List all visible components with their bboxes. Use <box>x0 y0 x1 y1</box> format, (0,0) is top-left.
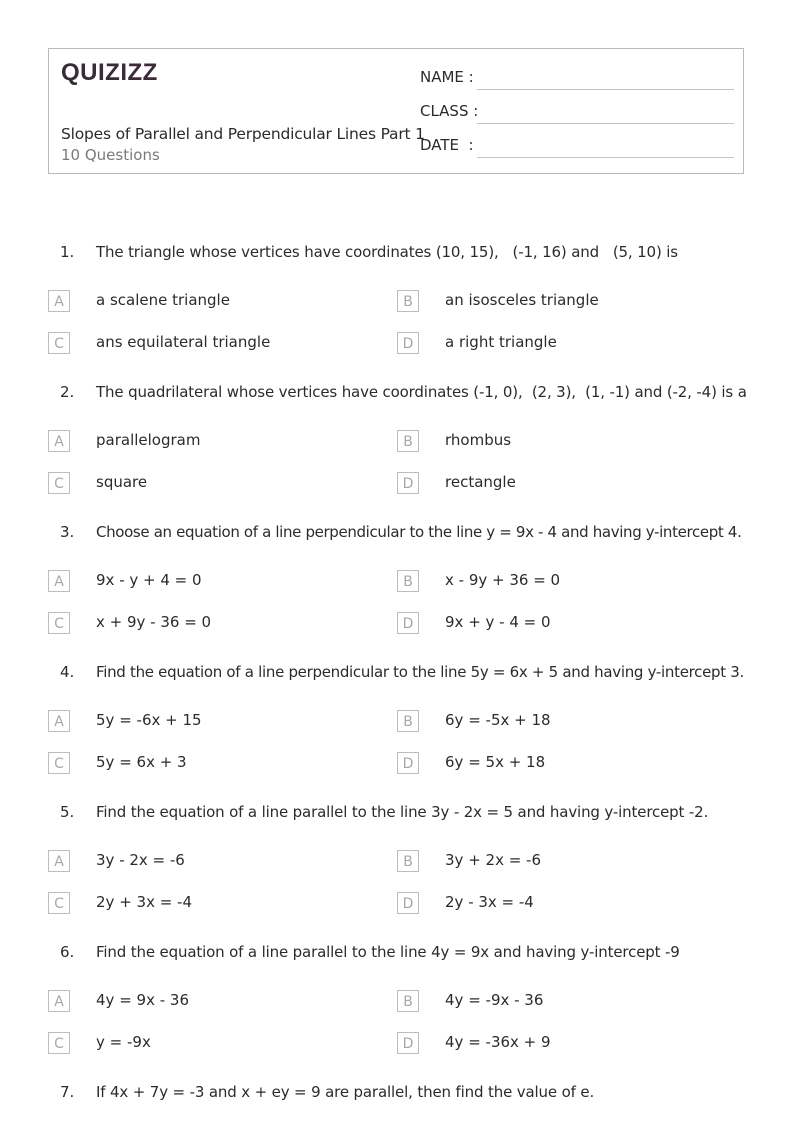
option-text: 5y = -6x + 15 <box>96 711 202 729</box>
option-text: rhombus <box>445 431 512 449</box>
question-number: 6. <box>60 943 75 961</box>
name-label: NAME : <box>420 68 474 86</box>
option-letter-box: D <box>397 332 419 354</box>
option-letter-box: B <box>397 850 419 872</box>
option-letter-box: A <box>48 430 70 452</box>
option-text: 6y = 5x + 18 <box>445 753 546 771</box>
option-text: x - 9y + 36 = 0 <box>445 571 561 589</box>
option-letter-box: D <box>397 472 419 494</box>
worksheet-title: Slopes of Parallel and Perpendicular Lines Part 1 <box>61 125 425 143</box>
question-text: The quadrilateral whose vertices have coordinates (-1, 0), (2, 3), (1, -1) and (-2, -4) is a <box>96 383 747 401</box>
option-text: square <box>96 473 148 491</box>
option-text: y = -9x <box>96 1033 151 1051</box>
question-text: Find the equation of a line perpendicular to the line 5y = 6x + 5 and having y-intercept 3. <box>96 663 745 681</box>
option-letter-box: C <box>48 472 70 494</box>
option-text: 9x - y + 4 = 0 <box>96 571 202 589</box>
question-text: If 4x + 7y = -3 and x + ey = 9 are parallel, then find the value of e. <box>96 1083 595 1101</box>
option-letter-box: B <box>397 570 419 592</box>
option-letter-box: A <box>48 850 70 872</box>
option-letter-box: D <box>397 612 419 634</box>
option-text: 4y = 9x - 36 <box>96 991 189 1009</box>
worksheet-header <box>48 48 744 174</box>
question-text: The triangle whose vertices have coordinates (10, 15), (-1, 16) and (5, 10) is <box>96 243 678 261</box>
option-letter-box: C <box>48 752 70 774</box>
option-letter-box: C <box>48 332 70 354</box>
option-text: 9x + y - 4 = 0 <box>445 613 551 631</box>
question-number: 4. <box>60 663 75 681</box>
question-number: 1. <box>60 243 75 261</box>
option-letter-box: A <box>48 290 70 312</box>
name-field[interactable] <box>420 68 734 92</box>
option-letter-box: D <box>397 752 419 774</box>
quizizz-logo: QUIZIZZ <box>61 59 158 86</box>
option-letter-box: A <box>48 990 70 1012</box>
option-letter-box: B <box>397 990 419 1012</box>
option-text: 4y = -36x + 9 <box>445 1033 551 1051</box>
option-text: an isosceles triangle <box>445 291 599 309</box>
option-text: rectangle <box>445 473 516 491</box>
option-text: a right triangle <box>445 333 557 351</box>
option-text: 5y = 6x + 3 <box>96 753 187 771</box>
option-letter-box: B <box>397 290 419 312</box>
option-letter-box: B <box>397 710 419 732</box>
option-letter-box: C <box>48 892 70 914</box>
class-label: CLASS : <box>420 102 479 120</box>
option-letter-box: C <box>48 612 70 634</box>
option-text: 2y - 3x = -4 <box>445 893 534 911</box>
question-number: 3. <box>60 523 75 541</box>
question-number: 2. <box>60 383 75 401</box>
option-text: parallelogram <box>96 431 201 449</box>
date-label: DATE : <box>420 136 474 154</box>
option-text: 6y = -5x + 18 <box>445 711 551 729</box>
question-text: Find the equation of a line parallel to the line 3y - 2x = 5 and having y-intercept -2. <box>96 803 709 821</box>
option-letter-box: D <box>397 1032 419 1054</box>
option-letter-box: D <box>397 892 419 914</box>
option-letter-box: B <box>397 430 419 452</box>
class-line <box>477 123 734 124</box>
question-count: 10 Questions <box>61 146 160 164</box>
option-letter-box: A <box>48 570 70 592</box>
option-text: ans equilateral triangle <box>96 333 271 351</box>
question-number: 5. <box>60 803 75 821</box>
option-letter-box: C <box>48 1032 70 1054</box>
option-text: 2y + 3x = -4 <box>96 893 193 911</box>
option-text: 3y + 2x = -6 <box>445 851 542 869</box>
option-text: x + 9y - 36 = 0 <box>96 613 212 631</box>
option-letter-box: A <box>48 710 70 732</box>
name-line <box>477 89 734 90</box>
date-line <box>477 157 734 158</box>
option-text: 3y - 2x = -6 <box>96 851 185 869</box>
option-text: 4y = -9x - 36 <box>445 991 544 1009</box>
class-field[interactable] <box>420 102 734 126</box>
question-number: 7. <box>60 1083 75 1101</box>
question-text: Find the equation of a line parallel to the line 4y = 9x and having y-intercept -9 <box>96 943 680 961</box>
date-field[interactable] <box>420 136 734 160</box>
question-text: Choose an equation of a line perpendicular to the line y = 9x - 4 and having y-intercept 4. <box>96 523 742 541</box>
option-text: a scalene triangle <box>96 291 230 309</box>
